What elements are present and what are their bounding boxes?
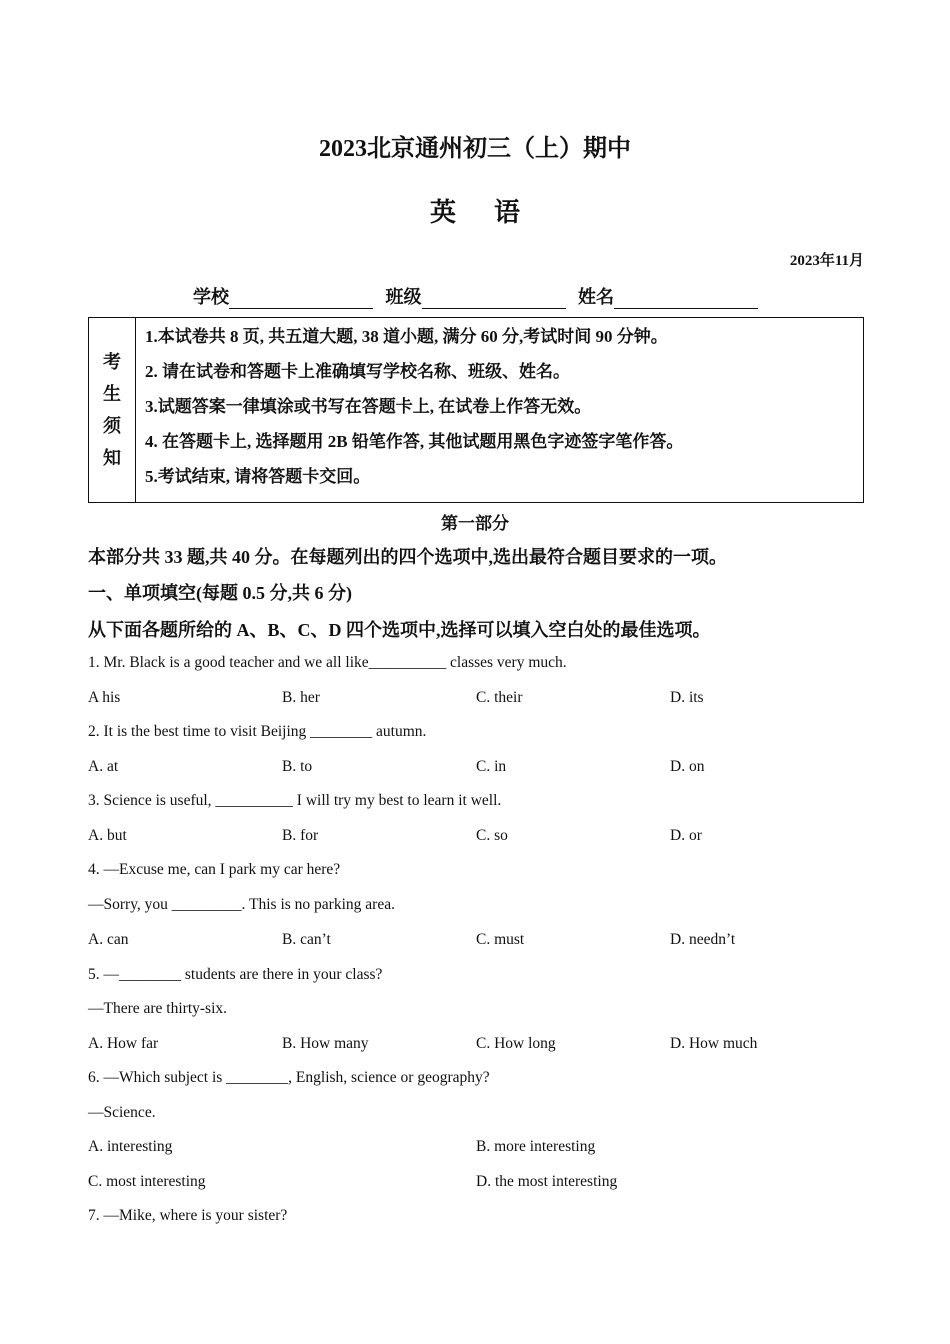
page-title: 2023北京通州初三（上）期中 — [319, 136, 631, 162]
class-label: 班级 — [385, 287, 422, 307]
option-d[interactable]: D. the most interesting — [476, 1173, 618, 1190]
name-field[interactable] — [614, 290, 758, 309]
notice-item: 1.本试卷共 8 页, 共五道大题, 38 道小题, 满分 60 分,考试时间 90 分钟。 — [145, 327, 668, 346]
notice-item: 2. 请在试卷和答题卡上准确填写学校名称、班级、姓名。 — [145, 362, 570, 381]
notice-items — [145, 326, 683, 501]
question-stem-line: —Science. — [88, 1104, 156, 1121]
option-b[interactable]: B. to — [282, 758, 313, 775]
part-intro: 本部分共 33 题,共 40 分。在每题列出的四个选项中,选出最符合题目要求的一项。 — [88, 547, 727, 567]
class-field[interactable] — [422, 290, 566, 309]
student-info-line — [193, 283, 766, 309]
notice-label-char: 生 — [103, 384, 121, 404]
question-stem-line: —Sorry, you _________. This is no parking area. — [88, 896, 395, 913]
option-a[interactable]: A his — [88, 689, 121, 706]
notice-label-char: 知 — [103, 448, 121, 468]
exam-notice-box — [88, 317, 864, 503]
option-c[interactable]: C. How long — [476, 1035, 556, 1052]
option-c[interactable]: C. in — [476, 758, 507, 775]
option-d[interactable]: D. on — [670, 758, 705, 775]
question-stem: 4. —Excuse me, can I park my car here? — [88, 861, 341, 878]
option-a[interactable]: A. How far — [88, 1035, 159, 1052]
option-b[interactable]: B. can’t — [282, 931, 331, 948]
notice-item: 5.考试结束, 请将答题卡交回。 — [145, 467, 371, 486]
option-c[interactable]: C. their — [476, 689, 523, 706]
part-title: 第一部分 — [441, 514, 509, 533]
question-stem: 2. It is the best time to visit Beijing ________ autumn. — [88, 723, 427, 740]
option-a[interactable]: A. but — [88, 827, 127, 844]
option-a[interactable]: A. at — [88, 758, 119, 775]
option-b[interactable]: B. for — [282, 827, 319, 844]
option-a[interactable]: A. can — [88, 931, 129, 948]
notice-item: 4. 在答题卡上, 选择题用 2B 铅笔作答, 其他试题用黑色字迹签字笔作答。 — [145, 432, 684, 451]
option-a[interactable]: A. interesting — [88, 1138, 173, 1155]
question-stem-line: —There are thirty-six. — [88, 1000, 228, 1017]
option-d[interactable]: D. needn’t — [670, 931, 736, 948]
option-d[interactable]: D. its — [670, 689, 704, 706]
notice-label — [89, 318, 136, 502]
question-stem: 7. —Mike, where is your sister? — [88, 1207, 288, 1224]
question-stem: 3. Science is useful, __________ I will try my best to learn it well. — [88, 792, 502, 809]
section-heading: 一、单项填空(每题 0.5 分,共 6 分) — [88, 583, 352, 603]
option-c[interactable]: C. most interesting — [88, 1173, 206, 1190]
name-label: 姓名 — [578, 287, 614, 307]
notice-label-char: 考 — [103, 352, 121, 372]
section-instruction: 从下面各题所给的 A、B、C、D 四个选项中,选择可以填入空白处的最佳选项。 — [88, 620, 711, 640]
notice-item: 3.试题答案一律填涂或书写在答题卡上, 在试卷上作答无效。 — [145, 397, 592, 416]
school-field[interactable] — [229, 290, 373, 309]
school-label: 学校 — [193, 287, 229, 307]
option-b[interactable]: B. more interesting — [476, 1138, 596, 1155]
question-stem: 1. Mr. Black is a good teacher and we all like__________ classes very much. — [88, 654, 567, 671]
exam-date: 2023年11月 — [789, 253, 864, 269]
subject-title: 英语 — [429, 198, 558, 227]
option-c[interactable]: C. must — [476, 931, 525, 948]
notice-label-char: 须 — [103, 416, 121, 436]
option-d[interactable]: D. How much — [670, 1035, 758, 1052]
option-b[interactable]: B. her — [282, 689, 320, 706]
question-stem: 5. —________ students are there in your class? — [88, 966, 383, 983]
option-b[interactable]: B. How many — [282, 1035, 369, 1052]
option-c[interactable]: C. so — [476, 827, 508, 844]
question-stem: 6. —Which subject is ________, English, science or geography? — [88, 1069, 490, 1086]
option-d[interactable]: D. or — [670, 827, 702, 844]
